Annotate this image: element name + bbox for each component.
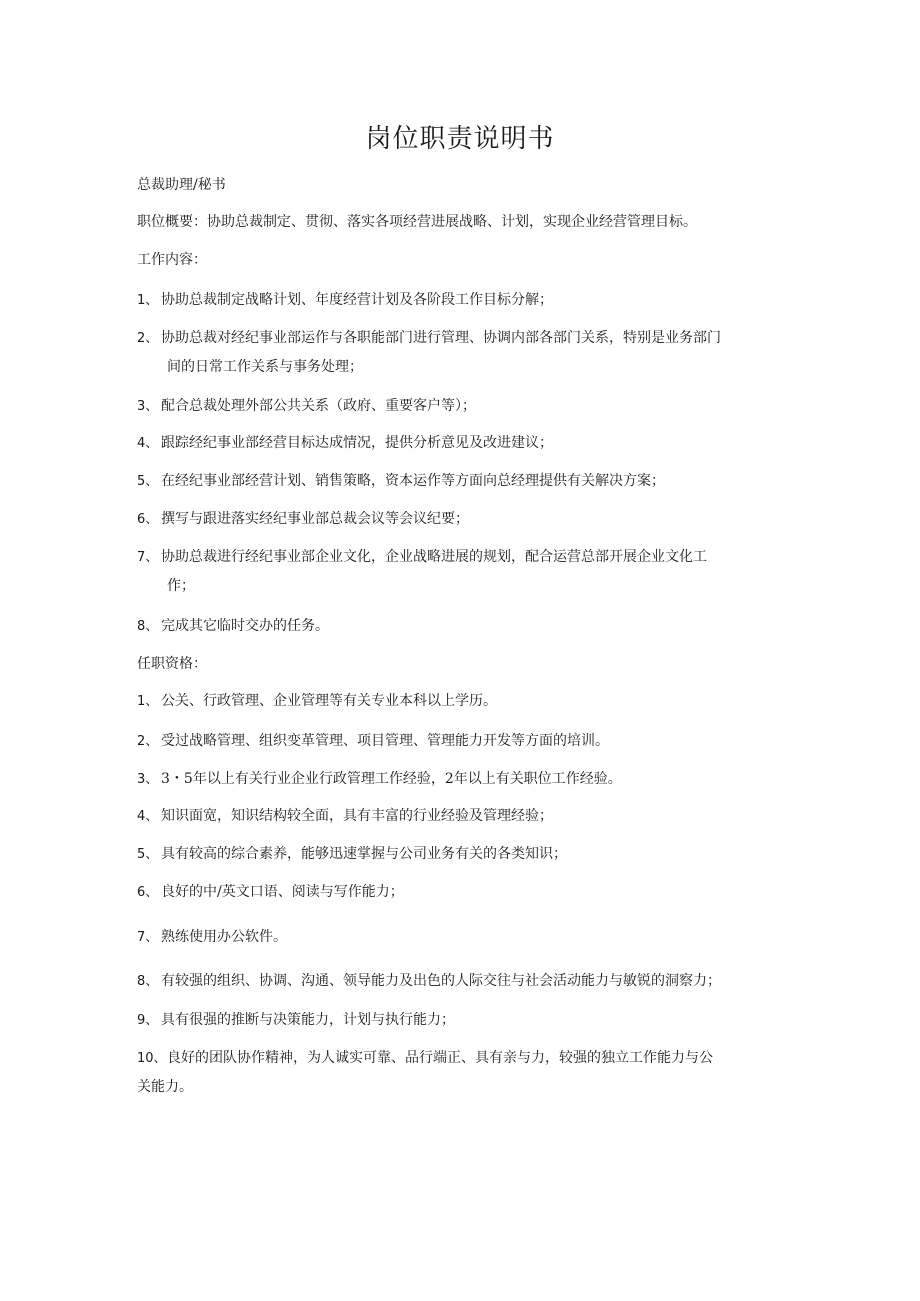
- item-text: 良好的团队协作精神，为人诚实可靠、品行端正、具有亲与力，较强的独立工作能力与公: [167, 1050, 713, 1066]
- item-text: 协助总裁对经纪事业部运作与各职能部门进行管理、协调内部各部门关系，特别是业务部门: [161, 330, 721, 346]
- item-text: 撰写与跟进落实经纪事业部总裁会议等会议纪要；: [161, 511, 469, 527]
- qualification-item: [137, 727, 787, 756]
- item-text: 协助总裁进行经纪事业部企业文化，企业战略进展的规划，配合运营总部开展企业文化工: [161, 549, 707, 565]
- qualification-item: [137, 687, 787, 716]
- item-text: 配合总裁处理外部公共关系（政府、重要客户等）；: [161, 398, 476, 414]
- work-item: [137, 467, 787, 496]
- item-text: 有较强的组织、协调、沟通、领导能力及出色的人际交往与社会活动能力与敏锐的洞察力；: [161, 973, 721, 989]
- item-text: 具有很强的推断与决策能力，计划与执行能力；: [161, 1012, 455, 1028]
- item-text: 熟练使用办公软件。: [161, 929, 287, 945]
- qualification-item: [137, 1044, 787, 1101]
- item-text: 完成其它临时交办的任务。: [161, 618, 329, 634]
- work-item: [137, 505, 787, 534]
- item-number: 9、: [137, 1013, 159, 1028]
- item-text-continuation: 作；: [167, 578, 195, 594]
- qualifications-heading: 任职资格：: [137, 656, 207, 672]
- item-number: 3、: [137, 399, 159, 414]
- document-title: 岗位职责说明书: [365, 124, 555, 154]
- item-text: 知识面宽，知识结构较全面，具有丰富的行业经验及管理经验；: [161, 808, 553, 824]
- item-number: 2、: [137, 331, 159, 346]
- work-item: [137, 429, 787, 458]
- item-text: 受过战略管理、组织变革管理、项目管理、管理能力开发等方面的培训。: [161, 733, 609, 749]
- qualification-item: [137, 923, 787, 952]
- item-number: 1、: [137, 694, 159, 709]
- item-text: 良好的中/英文口语、阅读与写作能力；: [161, 884, 404, 900]
- item-number: 6、: [137, 512, 159, 527]
- item-text: 公关、行政管理、企业管理等有关专业本科以上学历。: [161, 693, 497, 709]
- item-number: 1、: [137, 293, 159, 308]
- item-text: 协助总裁制定战略计划、年度经营计划及各阶段工作目标分解；: [161, 292, 553, 308]
- item-number: 8、: [137, 974, 159, 989]
- item-number: 4、: [137, 809, 159, 824]
- work-item: [137, 286, 787, 315]
- qualification-item: [137, 967, 787, 996]
- item-text: 3・5年以上有关行业企业行政管理工作经验，2年以上有关职位工作经验。: [161, 771, 622, 787]
- item-number: 10、: [137, 1051, 167, 1066]
- qualification-item: [137, 765, 787, 794]
- item-number: 5、: [137, 847, 159, 862]
- item-text: 在经纪事业部经营计划、销售策略，资本运作等方面向总经理提供有关解决方案；: [161, 473, 665, 489]
- qualification-item: [137, 840, 787, 869]
- item-number: 4、: [137, 436, 159, 451]
- work-item: [137, 543, 787, 600]
- item-number: 5、: [137, 474, 159, 489]
- item-number: 6、: [137, 885, 159, 900]
- item-number: 2、: [137, 734, 159, 749]
- qualification-item: [137, 878, 787, 907]
- position-overview: 职位概要：协助总裁制定、贯彻、落实各项经营进展战略、计划，实现企业经营管理目标。: [137, 214, 697, 230]
- work-item: [137, 324, 787, 381]
- position-name: 总裁助理/秘书: [137, 177, 226, 193]
- qualification-item: [137, 802, 787, 831]
- work-item: [137, 612, 787, 641]
- item-text: 跟踪经纪事业部经营目标达成情况，提供分析意见及改进建议；: [161, 435, 553, 451]
- item-number: 3、: [137, 772, 159, 787]
- item-text-continuation: 间的日常工作关系与事务处理；: [167, 359, 363, 375]
- work-item: [137, 392, 787, 421]
- item-number: 7、: [137, 550, 159, 565]
- item-text-continuation: 关能力。: [137, 1079, 193, 1095]
- item-number: 7、: [137, 930, 159, 945]
- item-number: 8、: [137, 619, 159, 634]
- item-text: 具有较高的综合素养，能够迅速掌握与公司业务有关的各类知识；: [161, 846, 567, 862]
- qualification-item: [137, 1006, 787, 1035]
- work-content-heading: 工作内容：: [137, 252, 207, 268]
